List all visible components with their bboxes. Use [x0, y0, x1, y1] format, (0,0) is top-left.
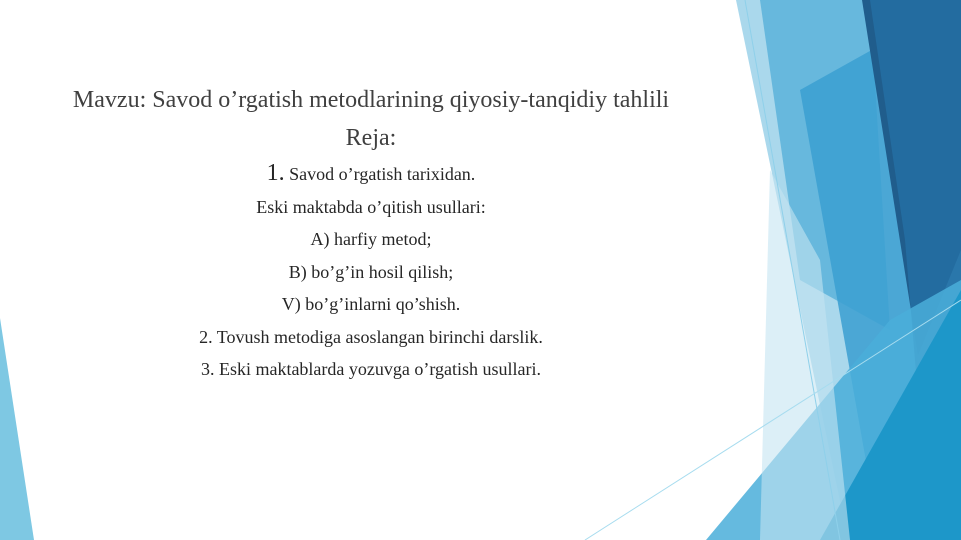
- plan-item-1-text: Savod o’rgatish tarixidan.: [289, 164, 476, 184]
- plan-item-old-school-methods: Eski maktabda o’qitish usullari:: [256, 196, 486, 217]
- plan-subitem-b: B) bo’g’in hosil qilish;: [288, 261, 454, 282]
- plan-list: [40, 157, 702, 386]
- plan-heading: Reja:: [345, 125, 397, 151]
- plan-item-2: 2. Tovush metodiga asoslangan birinchi darslik.: [199, 326, 543, 347]
- plan-subitem-a: A) harfiy metod;: [310, 229, 432, 249]
- left-edge-accent-shape: [0, 318, 34, 540]
- plan-item-3: 3. Eski maktablarda yozuvga o’rgatish usullari.: [200, 359, 542, 379]
- slide-title: Mavzu: Savod o’rgatish metodlarining qiyosiy-tanqidiy tahlili: [72, 87, 670, 113]
- plan-subitem-v: V) bo’g’inlarni qo’shish.: [281, 294, 461, 314]
- slide-content: [40, 84, 702, 386]
- plan-item-1: [40, 157, 702, 191]
- plan-item-1-number: 1.: [266, 160, 285, 186]
